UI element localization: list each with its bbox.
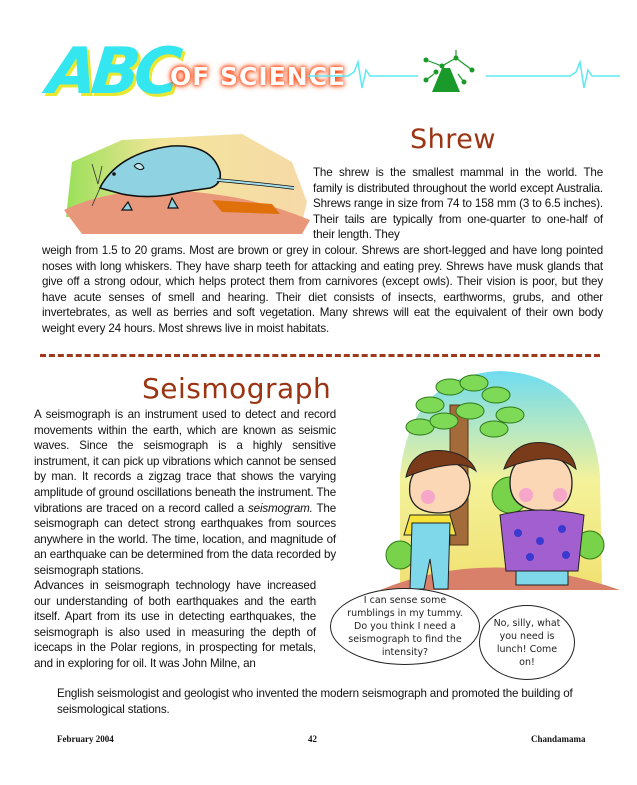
seismograph-title: Seismograph	[142, 372, 332, 405]
logo-abc: ABC	[44, 35, 180, 109]
boy-right	[500, 443, 584, 585]
chemistry-flask-molecule-icon	[424, 50, 475, 92]
speech-bubble-right: No, silly, what you need is lunch! Come on!	[479, 605, 575, 680]
section-divider	[40, 354, 600, 363]
seismograph-paragraph-1-text-end: The seismograph can detect strong earthquakes from sources anywhere in the world. The time, location, and magnitude of an earthquake can be determined from the data recorded by seismograph stations.	[34, 501, 336, 577]
shrew-paragraph-intro: The shrew is the smallest mammal in the world. The family is distributed throughout the world except Australia. Shrews range in size from 74 to 158 mm (3 to 6.5 inches). Their tails are typically from one-quarter to one-half of their length. They	[313, 166, 603, 242]
seismograph-paragraph-1	[34, 407, 336, 579]
footer-date: February 2004	[57, 734, 114, 744]
seismogram-term: seismogram.	[248, 501, 313, 515]
shrew-paragraph-rest: weigh from 1.5 to 20 grams. Most are brown or grey in colour. Shrews are short-legged and have long pointed noses with long whiskers. They have sharp teeth for attacking and eating prey. Shrews have musk glands that give off a strong odour, which helps protect them from carnivores (except owls). Their vision is poor, but they have acute senses of smell and hearing. Their diet consists of insects, earthworms, grubs, and other invertebrates, as well as berries and soft vegetation. Many shrews will eat the equivalent of their own body weight every 24 hours. Most shrews live in moist habitats.	[42, 244, 603, 335]
speech-bubble-left: I can sense some rumblings in my tummy. Do you think I need a seismograph to find the intensity?	[330, 588, 480, 665]
footer-page-number: 42	[308, 734, 317, 744]
header-banner	[40, 36, 620, 118]
shrew-illustration	[62, 122, 310, 242]
two-boys-under-tree-illustration	[370, 365, 625, 590]
seismograph-paragraph-1-text: A seismograph is an instrument used to detect and record movements within the earth, which are known as seismic waves. Since the seismograph is a highly sensitive instrument, it can pick up vibrations which cannot be sensed by man. It records a zigzag trace that shows the varying amplitude of ground oscillations beneath the instrument. The vibrations are traced on a record called a	[34, 408, 336, 515]
logo-subtitle: OF SCIENCE	[170, 62, 347, 91]
footer-magazine-name: Chandamama	[531, 734, 586, 744]
seismograph-paragraph-2: Advances in seismograph technology have increased our understanding of both earthquakes and the earth itself. Apart from its use in detecting earthquakes, the seismograph is also used in measuring the depth of icecaps in the Polar regions, in prospecting for metals, and in exploring for oil. It was John Milne, an	[34, 579, 316, 670]
shrew-title: Shrew	[410, 124, 496, 155]
seismograph-paragraph-3: English seismologist and geologist who invented the modern seismograph and promoted the building of seismological stations.	[57, 687, 573, 716]
pulse-line-decoration	[308, 50, 620, 100]
